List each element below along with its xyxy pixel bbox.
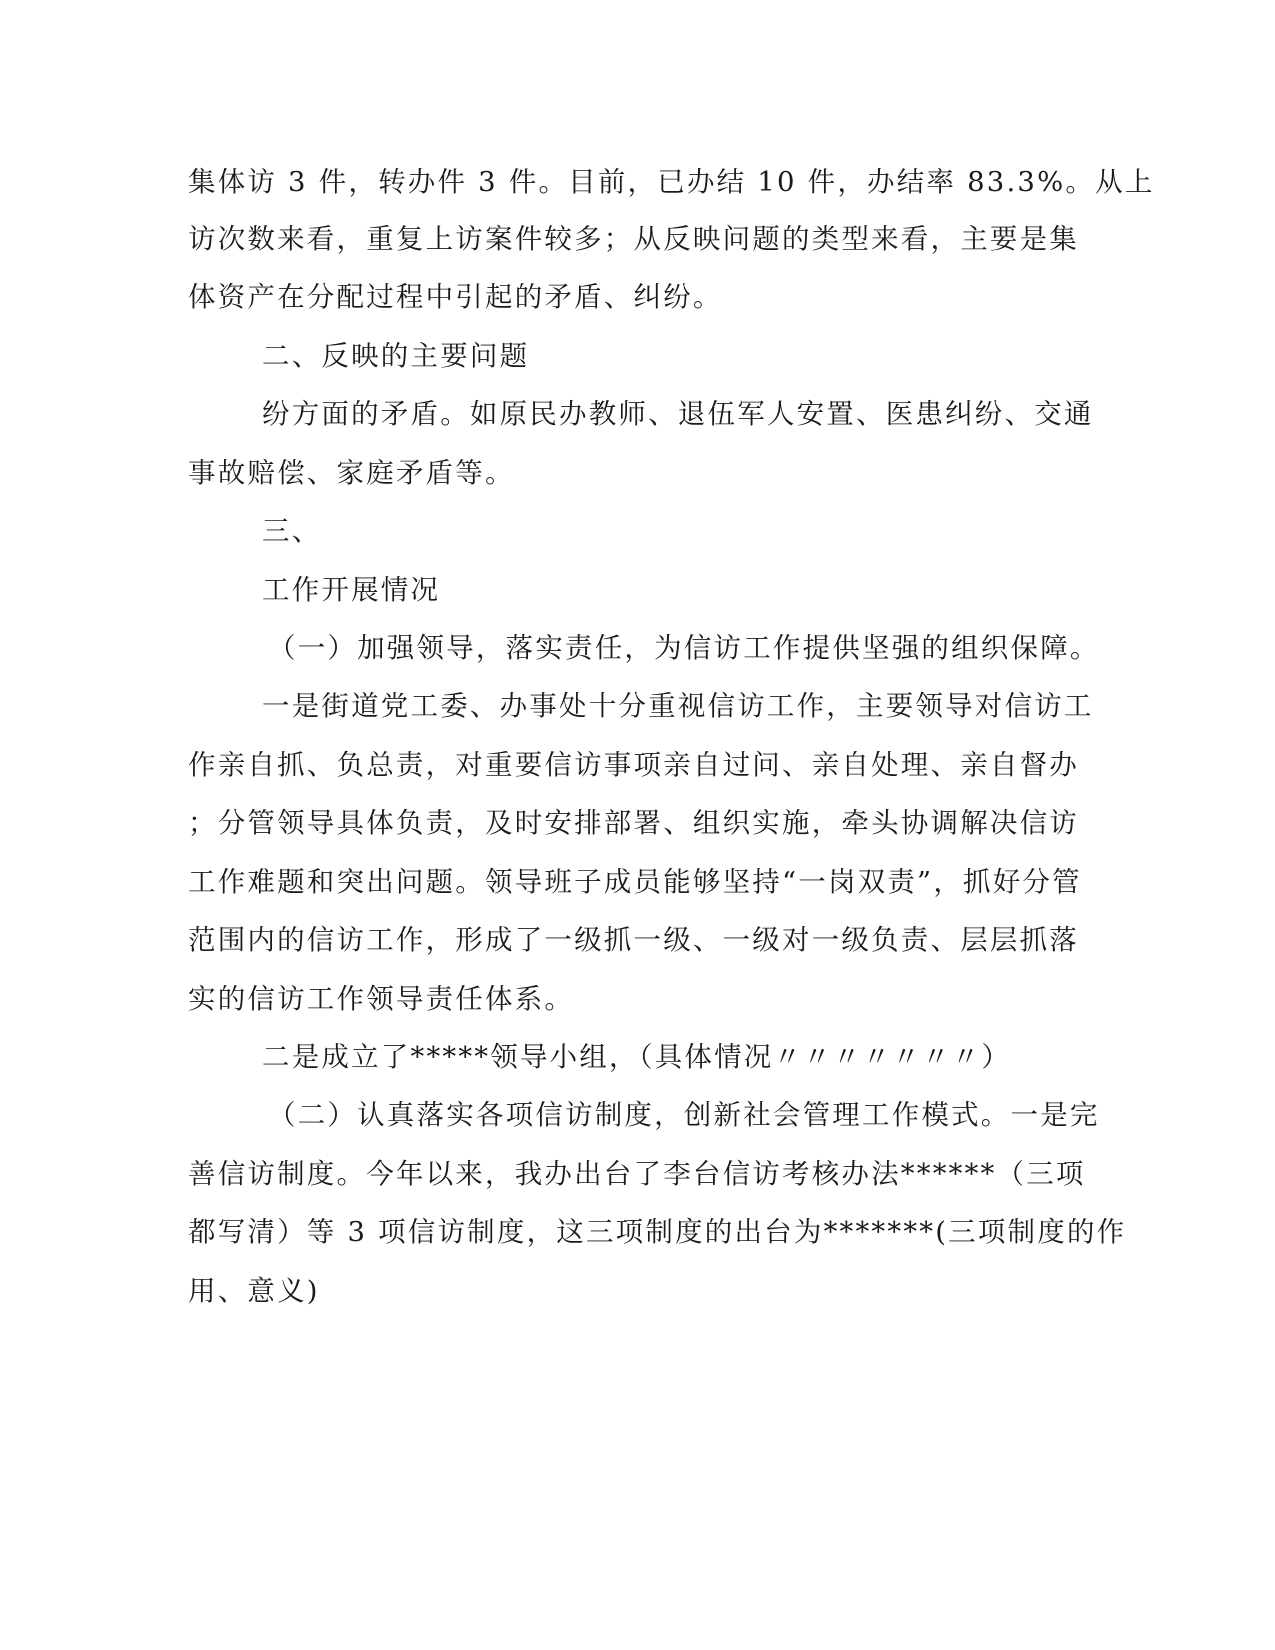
subsection-heading: （二）认真落实各项信访制度，创新社会管理工作模式。一是完: [268, 1099, 1100, 1131]
body-text-line: 作亲自抓、负总责，对重要信访事项亲自过问、亲自处理、亲自督办: [188, 749, 1079, 781]
section-heading: 三、: [262, 515, 322, 547]
body-text-line: 都写清）等 3 项信访制度，这三项制度的出台为*******(三项制度的作: [188, 1216, 1127, 1248]
body-text-line: 实的信访工作领导责任体系。: [188, 983, 575, 1015]
body-text-line: ；分管领导具体负责，及时安排部署、组织实施，牵头协调解决信访: [188, 807, 1079, 839]
body-text-line: 一是街道党工委、办事处十分重视信访工作，主要领导对信访工: [262, 690, 1094, 722]
body-text-line: 体资产在分配过程中引起的矛盾、纠纷。: [188, 281, 723, 313]
body-text-line: 二是成立了*****领导小组，（具体情况〃〃〃〃〃〃〃）: [262, 1041, 1012, 1073]
body-text-line: 集体访 3 件，转办件 3 件。目前，已办结 10 件，办结率 83.3%。从上: [188, 166, 1155, 198]
body-text-line: 用、意义): [188, 1275, 320, 1307]
body-text-line: 范围内的信访工作，形成了一级抓一级、一级对一级负责、层层抓落: [188, 924, 1079, 956]
section-heading: 工作开展情况: [262, 574, 441, 606]
body-text-line: 工作难题和突出问题。领导班子成员能够坚持“一岗双责”，抓好分管: [188, 866, 1082, 898]
body-text-line: 事故赔偿、家庭矛盾等。: [188, 457, 515, 489]
body-text-line: 纷方面的矛盾。如原民办教师、退伍军人安置、医患纠纷、交通: [262, 398, 1094, 430]
body-text-line: 善信访制度。今年以来，我办出台了李台信访考核办法******（三项: [188, 1158, 1086, 1190]
body-text-line: 访次数来看，重复上访案件较多；从反映问题的类型来看，主要是集: [188, 223, 1079, 255]
subsection-heading: （一）加强领导，落实责任，为信访工作提供坚强的组织保障。: [268, 632, 1100, 664]
section-heading: 二、反映的主要问题: [262, 340, 530, 372]
